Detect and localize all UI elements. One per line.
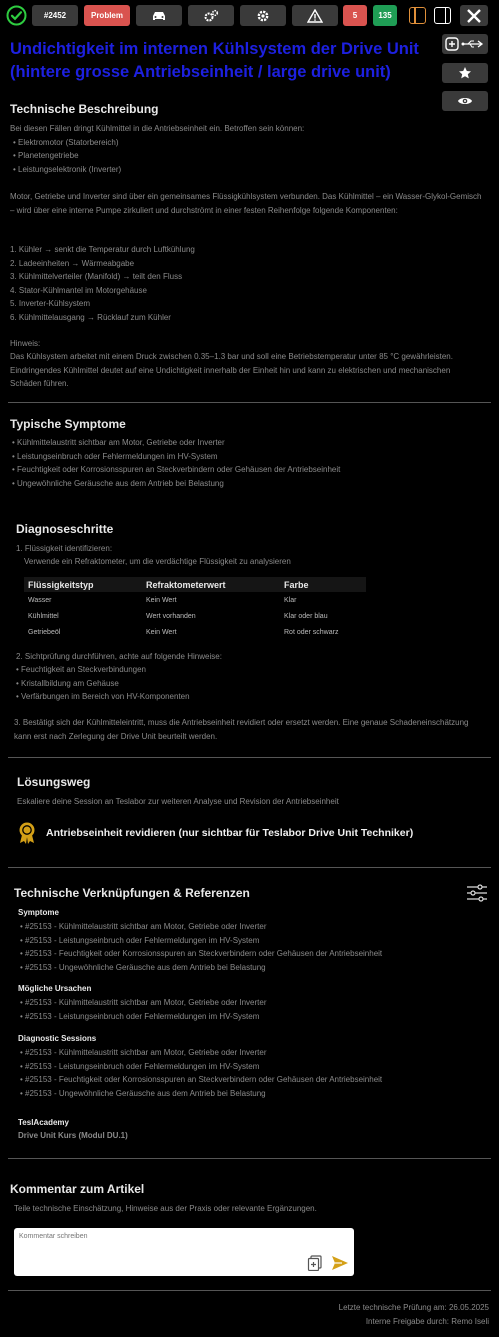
filter-button[interactable]: [466, 884, 488, 902]
table-header-cell: Flüssigkeitstyp: [24, 577, 142, 592]
eye-icon: [457, 95, 473, 107]
gear-icon: [256, 9, 270, 23]
add-usb-button[interactable]: [442, 34, 488, 54]
diag-check-item: • Feuchtigkeit an Steckverbindungen: [16, 663, 486, 677]
refs-sessions-list: [20, 1046, 490, 1100]
diag-step1: 1. Flüssigkeit identifizieren:: [16, 544, 113, 553]
page-title: Undichtigkeit im internen Kühlsystem der Drive Unit (hintere grosse Antriebseinheit / large drive unit): [10, 40, 419, 81]
check-circle-icon[interactable]: [6, 5, 27, 26]
table-cell: Wasser: [28, 596, 52, 604]
ref-link[interactable]: • #25153 - Feuchtigkeit oder Korrosionsspuren an Steckverbindern oder Gehäusen der Antriebseinheit: [20, 1073, 490, 1087]
solution-heading: Lösungsweg: [17, 775, 91, 789]
close-icon: [466, 8, 482, 24]
refs-symptome-list: [20, 920, 490, 974]
refs-heading: Technische Verknüpfungen & Referenzen: [14, 886, 250, 900]
car-icon: [151, 10, 167, 22]
academy-label: TeslAcademy: [18, 1118, 69, 1127]
ref-link[interactable]: • #25153 - Ungewöhnliche Geräusche aus dem Antrieb bei Belastung: [20, 961, 490, 975]
add-usb-icon: [445, 37, 485, 51]
flow-list: [10, 243, 480, 325]
symptom-item: • Kühlmittelaustritt sichtbar am Motor, Getriebe oder Inverter: [12, 436, 487, 450]
comment-box: [14, 1228, 354, 1276]
divider: [8, 757, 491, 758]
ref-link[interactable]: • #25153 - Leistungseinbruch oder Fehlermeldungen im HV-System: [20, 934, 490, 948]
ref-link[interactable]: • #25153 - Kühlmittelaustritt sichtbar am Motor, Getriebe oder Inverter: [20, 1046, 490, 1060]
send-button[interactable]: [331, 1255, 349, 1271]
diag-check-item: • Kristallbildung am Gehäuse: [16, 677, 486, 691]
table-header-cell: Refraktometerwert: [142, 577, 280, 592]
refs-symptome-label: Symptome: [18, 908, 59, 917]
diag-check-item: • Verfärbungen im Bereich von HV-Komponenten: [16, 690, 486, 704]
table-row: [24, 624, 366, 640]
attach-button[interactable]: [307, 1255, 323, 1271]
gears-icon: [203, 9, 219, 23]
table-cell: Kühlmittel: [28, 612, 59, 620]
ref-link[interactable]: • #25153 - Kühlmittelaustritt sichtbar am Motor, Getriebe oder Inverter: [20, 920, 490, 934]
table-cell: Klar: [284, 596, 297, 604]
view-button[interactable]: [442, 91, 488, 111]
flow-item: 6. Kühlmittelausgang → Rücklauf zum Kühler: [10, 312, 171, 322]
filter-sliders-icon: [466, 884, 488, 902]
warning-icon: [307, 9, 323, 23]
hint-text: Das Kühlsystem arbeitet mit einem Druck zwischen 0.35–1.3 bar und soll eine Betriebstemperatur unter 85 °C gewährleisten. Eindringendes Kühlmittel deutet auf eine Undichtigkeit innerhalb der Einheit hin und kann zu elektrischen und mechanischen Schäden führen.: [10, 352, 453, 389]
star-icon: [458, 66, 472, 80]
send-icon: [331, 1255, 349, 1271]
ref-link[interactable]: • #25153 - Kühlmittelaustritt sichtbar am Motor, Getriebe oder Inverter: [20, 996, 490, 1010]
table-header-row: [24, 577, 366, 592]
footer-approval: Interne Freigabe durch: Remo Iseli: [365, 1317, 489, 1326]
refs-sessions-label: Diagnostic Sessions: [18, 1034, 97, 1043]
desc-paragraph: Motor, Getriebe und Inverter sind über ein gemeinsames Flüssigkühlsystem verbunden. Das Kühlmittel – ein Wasser-Glykol-Gemisch – wird über eine interne Pumpe zirkuliert und durchströmt in einer festen Reihenfolge folgende Komponenten:: [10, 192, 482, 215]
symptom-item: • Feuchtigkeit oder Korrosionsspuren an Steckverbindern oder Gehäusen der Antriebseinheit: [12, 463, 487, 477]
flow-item: 3. Kühlmittelverteiler (Manifold) → teilt den Fluss: [10, 272, 183, 282]
flow-item: 2. Ladeeinheiten → Wärmeabgabe: [10, 258, 135, 268]
symptoms-heading: Typische Symptome: [10, 417, 126, 431]
table-row: [24, 592, 366, 608]
table-cell: Rot oder schwarz: [284, 628, 339, 636]
diag-step2-list: [16, 663, 486, 704]
gears-button[interactable]: [188, 5, 234, 26]
flow-item: 5. Inverter-Kühlsystem: [10, 299, 91, 309]
diag-step3: 3. Bestätigt sich der Kühlmitteleintritt, muss die Antriebseinheit revidiert oder ersetzt werden. Eine genaue Schadeneinschätzung kann erst nach Zerlegung der Drive Unit beurteilt werden.: [14, 718, 469, 741]
solution-action-label: Antriebseinheit revidieren (nur sichtbar für Teslabor Drive Unit Techniker): [46, 827, 414, 839]
car-button[interactable]: [136, 5, 182, 26]
table-row: [24, 608, 366, 624]
close-button[interactable]: [460, 5, 488, 26]
hint-label: Hinweis:: [10, 339, 41, 348]
ref-link[interactable]: • #25153 - Ungewöhnliche Geräusche aus dem Antrieb bei Belastung: [20, 1087, 490, 1101]
desc-part-item: • Elektromotor (Statorbereich): [13, 136, 480, 150]
add-file-icon: [307, 1255, 323, 1271]
table-cell: Wert vorhanden: [146, 612, 196, 620]
desc-section: [10, 122, 480, 176]
diag-step2: 2. Sichtprüfung durchführen, achte auf folgende Hinweise:: [16, 652, 222, 661]
symptom-item: • Leistungseinbruch oder Fehlermeldungen im HV-System: [12, 450, 487, 464]
ticket-number-button[interactable]: #2452: [32, 5, 78, 26]
favorite-button[interactable]: [442, 63, 488, 83]
comment-input[interactable]: [17, 1231, 301, 1273]
ref-link[interactable]: • #25153 - Leistungseinbruch oder Fehlermeldungen im HV-System: [20, 1010, 490, 1024]
table-cell: Kein Wert: [146, 596, 177, 604]
comment-subtitle: Teile technische Einschätzung, Hinweise aus der Praxis oder relevante Ergänzungen.: [14, 1204, 317, 1213]
settings-button[interactable]: [240, 5, 286, 26]
divider: [8, 867, 491, 868]
divider: [8, 402, 491, 403]
table-cell: Getriebeöl: [28, 628, 61, 636]
footer-review-date: Letzte technische Prüfung am: 26.05.2025: [338, 1303, 489, 1312]
award-badge-icon: [17, 821, 37, 845]
table-cell: Klar oder blau: [284, 612, 328, 620]
refs-ursachen-label: Mögliche Ursachen: [18, 984, 92, 993]
solution-action-link[interactable]: [17, 821, 487, 845]
desc-part-item: • Planetengetriebe: [13, 149, 480, 163]
refs-ursachen-list: [20, 996, 490, 1023]
sidebar-left-toggle-icon[interactable]: [409, 7, 426, 24]
fluid-table: [24, 577, 366, 640]
problem-badge[interactable]: Problem: [84, 5, 130, 26]
diag-heading: Diagnoseschritte: [16, 522, 114, 536]
sidebar-right-toggle-icon[interactable]: [434, 7, 451, 24]
divider: [8, 1290, 491, 1291]
green-count-badge[interactable]: 135: [373, 5, 397, 26]
desc-part-item: • Leistungselektronik (Inverter): [13, 163, 480, 177]
flow-item: 1. Kühler → senkt die Temperatur durch Luftkühlung: [10, 245, 195, 254]
ref-link[interactable]: • #25153 - Feuchtigkeit oder Korrosionsspuren an Steckverbindern oder Gehäusen der Antriebseinheit: [20, 947, 490, 961]
diag-step1-sub: Verwende ein Refraktometer, um die verdächtige Flüssigkeit zu analysieren: [24, 557, 291, 566]
symptoms-list: [12, 436, 487, 490]
table-header-cell: Farbe: [280, 577, 366, 592]
warning-button[interactable]: [292, 5, 338, 26]
symptom-item: • Ungewöhnliche Geräusche aus dem Antrieb bei Belastung: [12, 477, 487, 491]
divider: [8, 1158, 491, 1159]
red-count-badge[interactable]: 5: [343, 5, 367, 26]
ref-link[interactable]: • #25153 - Leistungseinbruch oder Fehlermeldungen im HV-System: [20, 1060, 490, 1074]
top-toolbar: [0, 0, 499, 31]
desc-heading: Technische Beschreibung: [10, 102, 159, 116]
solution-text: Eskaliere deine Session an Teslabor zur weiteren Analyse und Revision der Antriebseinheit: [17, 797, 339, 806]
desc-intro: Bei diesen Fällen dringt Kühlmittel in die Antriebseinheit ein. Betroffen sein können:: [10, 124, 305, 133]
academy-course-link[interactable]: Drive Unit Kurs (Modul DU.1): [18, 1131, 128, 1140]
table-cell: Kein Wert: [146, 628, 177, 636]
comment-heading: Kommentar zum Artikel: [10, 1182, 145, 1196]
flow-item: 4. Stator-Kühlmantel im Motorgehäuse: [10, 285, 147, 295]
